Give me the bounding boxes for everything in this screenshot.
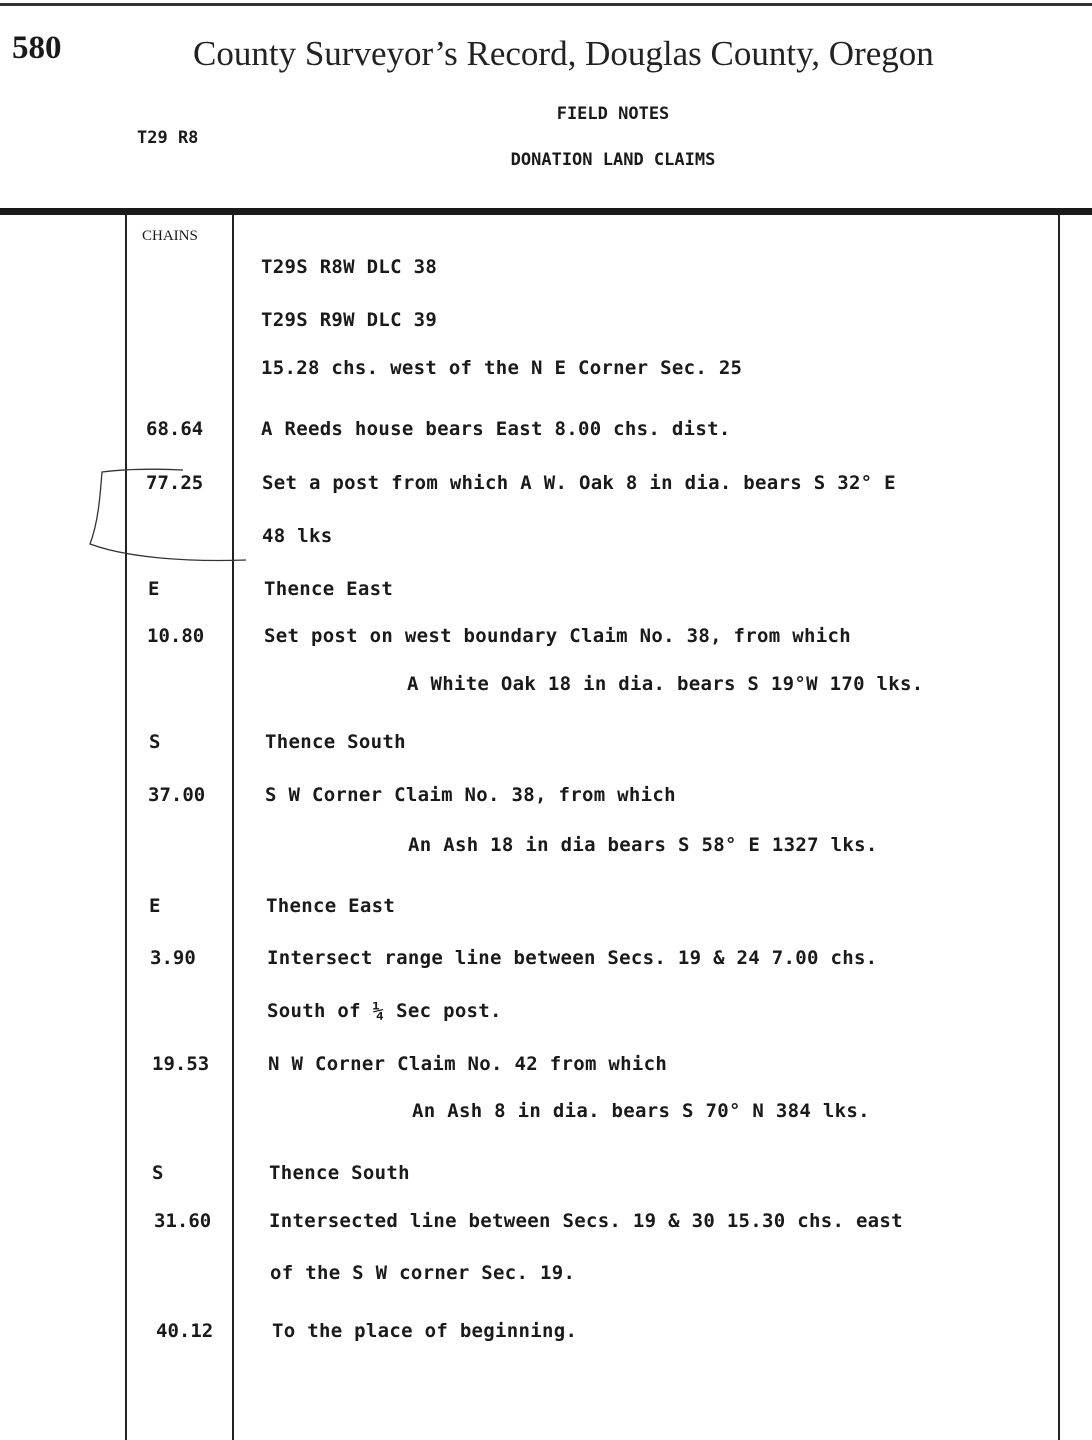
field-notes-heading: FIELD NOTES [556,104,670,124]
note-cell: S W Corner Claim No. 38, from which [265,784,676,806]
note-cell: Thence South [265,731,406,753]
note-cell: Intersected line between Secs. 19 & 30 15.30 chs. east [269,1210,903,1232]
table-row [0,625,1092,655]
note-cell: A White Oak 18 in dia. bears S 19°W 170 lks. [407,673,924,695]
table-row [0,673,1092,703]
table-row [0,731,1092,761]
note-cell: A Reeds house bears East 8.00 chs. dist. [261,418,731,440]
note-cell: Intersect range line between Secs. 19 & 24 7.00 chs. [267,947,878,969]
chains-cell: 40.12 [156,1320,214,1342]
chains-cell: E [148,578,160,600]
note-cell: T29S R9W DLC 39 [261,309,438,331]
table-row [0,1053,1092,1083]
chains-cell: 19.53 [152,1053,210,1075]
chains-cell: E [149,895,161,917]
table-row [0,309,1092,339]
table-row [0,834,1092,864]
chains-column-header: CHAINS [142,228,198,244]
table-row [0,784,1092,814]
table-row [0,895,1092,925]
chains-cell: 10.80 [147,625,205,647]
chains-column-divider [232,214,234,1440]
note-cell: South of ¼ Sec post. [267,1000,502,1022]
table-row [0,525,1092,555]
table-row [0,357,1092,387]
page-title: County Surveyor’s Record, Douglas County, Oregon [193,34,934,73]
note-cell: Thence East [266,895,396,917]
chains-cell: 37.00 [148,784,206,806]
table-row [0,472,1092,502]
note-cell: 15.28 chs. west of the N E Corner Sec. 25 [261,357,743,379]
table-right-border [1058,214,1060,1440]
header-divider [0,208,1092,215]
table-row [0,578,1092,608]
note-cell: Thence South [269,1162,410,1184]
table-left-border [125,214,127,1440]
table-row [0,1320,1092,1350]
note-cell: To the place of beginning. [272,1320,578,1342]
note-cell: Thence East [264,578,394,600]
table-row [0,1262,1092,1292]
chains-cell: S [149,731,161,753]
note-cell: Set a post from which A W. Oak 8 in dia. bears S 32° E [262,472,896,494]
chains-cell: 3.90 [150,947,196,969]
table-row [0,1162,1092,1192]
table-row [0,1000,1092,1030]
note-cell: of the S W corner Sec. 19. [270,1262,576,1284]
township-label: T29 R8 [137,128,199,148]
chains-cell: 77.25 [146,472,204,494]
chains-cell: 68.64 [146,418,204,440]
table-row [0,947,1092,977]
note-cell: An Ash 18 in dia bears S 58° E 1327 lks. [408,834,878,856]
donation-land-claims-heading: DONATION LAND CLAIMS [510,150,716,170]
note-cell: N W Corner Claim No. 42 from which [268,1053,668,1075]
table-row [0,418,1092,448]
table-row [0,1100,1092,1130]
chains-cell: 31.60 [154,1210,212,1232]
page-number: 580 [12,30,62,66]
note-cell: Set post on west boundary Claim No. 38, from which [264,625,851,647]
table-row [0,1210,1092,1240]
note-cell: 48 lks [262,525,333,547]
table-row [0,256,1092,286]
note-cell: An Ash 8 in dia. bears S 70° N 384 lks. [412,1100,870,1122]
top-rule [0,3,1092,6]
chains-cell: S [152,1162,164,1184]
note-cell: T29S R8W DLC 38 [261,256,438,278]
